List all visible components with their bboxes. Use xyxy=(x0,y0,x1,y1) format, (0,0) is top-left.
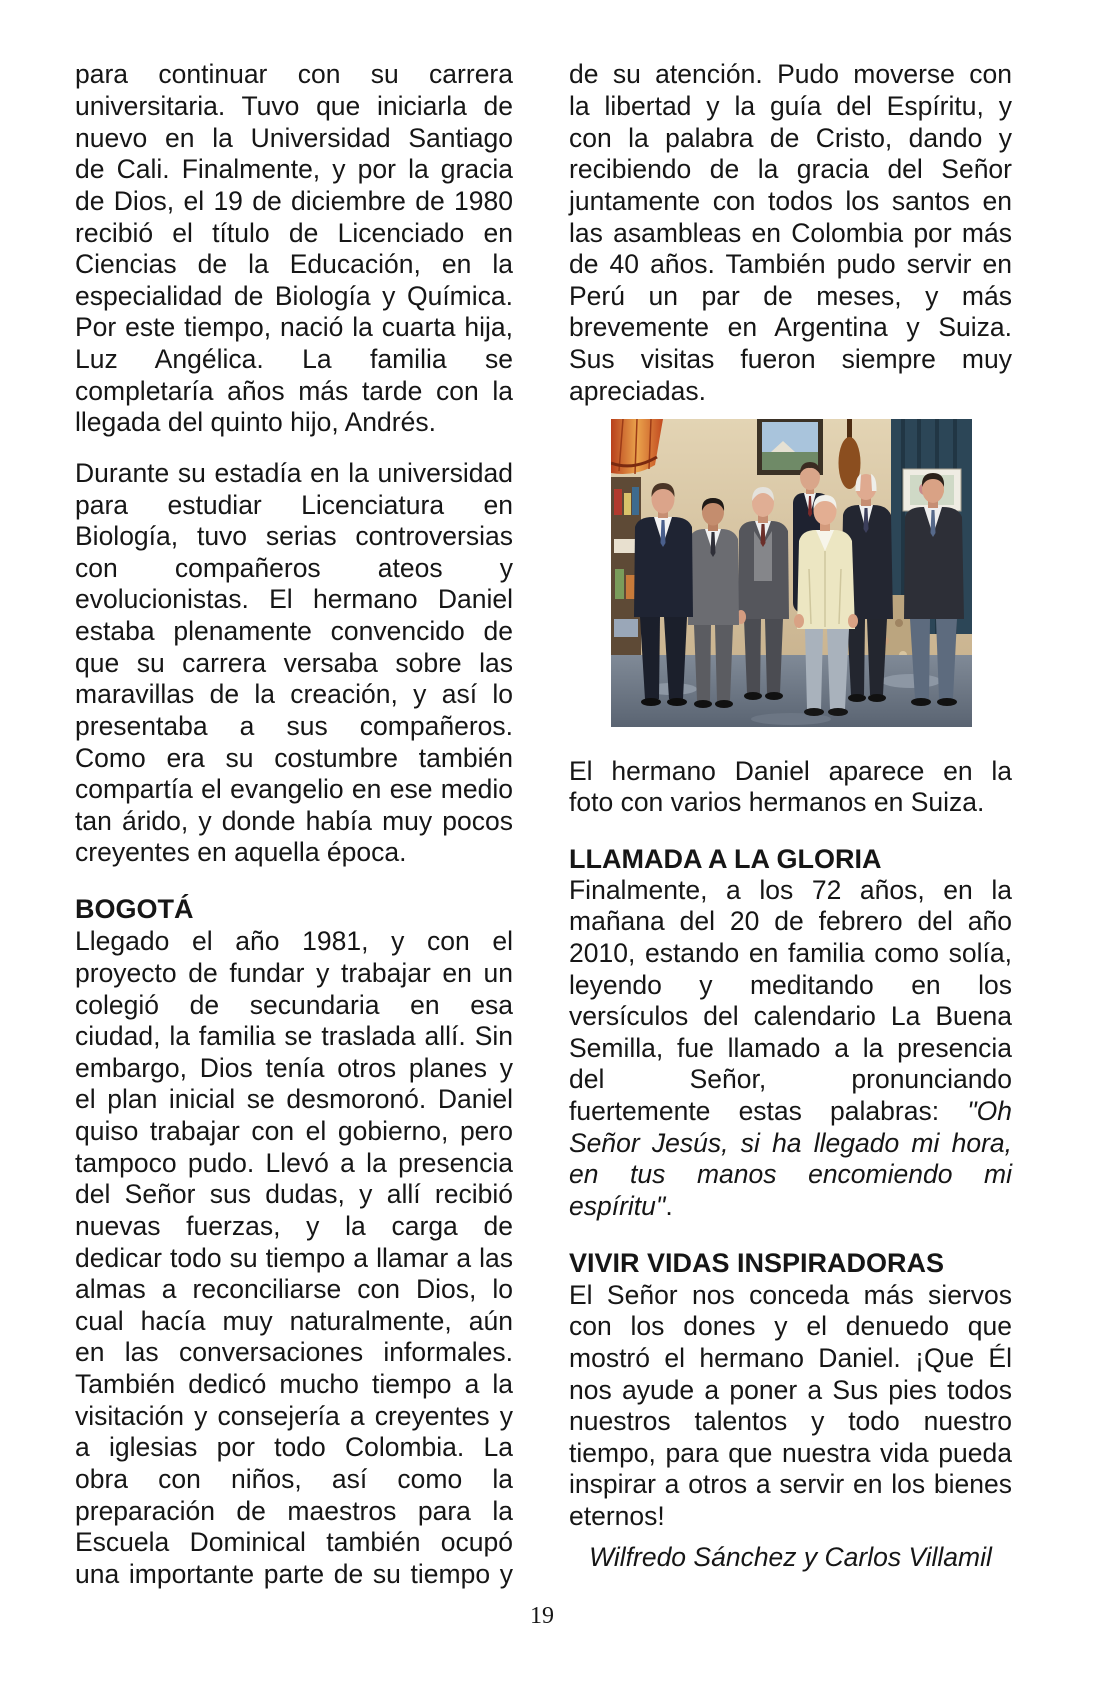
text-line: en las conversaciones informales. xyxy=(75,1337,513,1368)
text-line: El hermano Daniel aparece en la xyxy=(569,755,1012,786)
text-line xyxy=(569,1096,1012,1128)
left-column xyxy=(75,0,513,1701)
text-line: para estudiar Licenciatura en xyxy=(75,489,513,520)
text-line: evolucionistas. El hermano Daniel xyxy=(75,584,513,615)
text-line: estaba plenamente convencido de xyxy=(75,616,513,647)
paragraph xyxy=(75,59,513,439)
text-line xyxy=(569,1159,1012,1191)
text-line: Como era su costumbre también xyxy=(75,742,513,773)
right-column xyxy=(569,0,1012,1701)
text-line: para continuar con su carrera xyxy=(75,59,513,90)
text-line: eternos! xyxy=(569,1501,665,1532)
text-line: llegada del quinto hijo, Andrés. xyxy=(75,407,436,438)
paragraph xyxy=(569,59,1012,407)
author-signature: Wilfredo Sánchez y Carlos Villamil xyxy=(589,1541,992,1572)
italic-text: "Oh xyxy=(967,1096,1012,1127)
text-line: Biología, tuvo serias controversias xyxy=(75,521,513,552)
page-number: 19 xyxy=(530,1603,554,1629)
text-line: mañana del 20 de febrero del año xyxy=(569,906,1012,937)
text-line: mostró el hermano Daniel. ¡Que Él xyxy=(569,1342,1012,1373)
text-line: del Señor, pronunciando xyxy=(569,1064,1012,1095)
text-line: colegió de secundaria en esa xyxy=(75,989,513,1020)
italic-text: Señor Jesús, si ha llegado mi hora, xyxy=(569,1127,1012,1158)
text-line: Durante su estadía en la universidad xyxy=(75,457,513,488)
text-line: de su atención. Pudo moverse con xyxy=(569,59,1012,90)
text-line: de Dios, el 19 de diciembre de 1980 xyxy=(75,185,513,216)
group-photo-illustration xyxy=(611,419,972,727)
italic-text: en tus manos encomiendo mi xyxy=(569,1159,1012,1190)
text-line: de 40 años. También pudo servir en xyxy=(569,249,1012,280)
text-line: tiempo, para que nuestra vida pueda xyxy=(569,1437,1012,1468)
text-line: con compañeros ateos y xyxy=(75,552,513,583)
text-line: quiso trabajar con el gobierno, pero xyxy=(75,1116,513,1147)
text-line: la libertad y la guía del Espíritu, y xyxy=(569,91,1012,122)
text-line: Por este tiempo, nació la cuarta hija, xyxy=(75,312,513,343)
text-line: visitación y consejería a creyentes y xyxy=(75,1400,513,1431)
text-line: recibiendo de la gracia del Señor xyxy=(569,154,1012,185)
group-photo xyxy=(611,419,972,727)
text-line: Finalmente, a los 72 años, en la xyxy=(569,874,1012,905)
text-line: ciudad, la familia se traslada allí. Sin xyxy=(75,1021,513,1052)
text-line: nuevas fuerzas, y la carga de xyxy=(75,1210,513,1241)
text-line: foto con varios hermanos en Suiza. xyxy=(569,787,985,818)
paragraph xyxy=(569,1280,1012,1533)
text-line: Semilla, fue llamado a la presencia xyxy=(569,1032,1012,1063)
text-line: a iglesias por todo Colombia. La xyxy=(75,1432,513,1463)
text-line: tan árido, y donde había muy pocos xyxy=(75,805,513,836)
text-line: cual hacía muy naturalmente, aún xyxy=(75,1305,513,1336)
text-line: proyecto de fundar y trabajar en un xyxy=(75,957,513,988)
text-line: preparación de maestros para la xyxy=(75,1495,513,1526)
text-line: maravillas de la creación, y así lo xyxy=(75,679,513,710)
text-line: juntamente con todos los santos en xyxy=(569,185,1012,216)
text-line: universitaria. Tuvo que iniciarla de xyxy=(75,91,513,122)
text-line: embargo, Dios tenía otros planes y xyxy=(75,1052,513,1083)
text-line: especialidad de Biología y Química. xyxy=(75,280,513,311)
text-line: compartía el evangelio en ese medio xyxy=(75,774,513,805)
text-line: una importante parte de su tiempo y xyxy=(75,1558,513,1589)
text-line: de Cali. Finalmente, y por la gracia xyxy=(75,154,513,185)
text-line: presentaba a sus compañeros. xyxy=(75,710,513,741)
text-line: apreciadas. xyxy=(569,375,707,406)
text-line: dedicar todo su tiempo a llamar a las xyxy=(75,1242,513,1273)
text-line: inspirar a otros a servir en los bienes xyxy=(569,1469,1012,1500)
section-heading-bogota: BOGOTÁ xyxy=(75,894,194,924)
text-run: fuertemente estas palabras: xyxy=(569,1096,968,1127)
paragraph xyxy=(75,926,513,1590)
text-line: que su carrera versaba sobre las xyxy=(75,647,513,678)
text-line: 2010, estando en familia como solía, xyxy=(569,937,1012,968)
paragraph xyxy=(75,458,513,869)
text-line: Perú un par de meses, y más xyxy=(569,280,1012,311)
section-heading-vivir: VIVIR VIDAS INSPIRADORAS xyxy=(569,1247,945,1278)
text-line: almas a reconciliarse con Dios, lo xyxy=(75,1274,513,1305)
text-line: brevemente en Argentina y Suiza. xyxy=(569,312,1012,343)
text-line: También dedicó mucho tiempo a la xyxy=(75,1369,513,1400)
italic-text: espíritu" xyxy=(569,1190,666,1221)
text-line: Escuela Dominical también ocupó xyxy=(75,1527,513,1558)
text-line: Sus visitas fueron siempre muy xyxy=(569,344,1012,375)
text-line: nuestros talentos y todo nuestro xyxy=(569,1406,1012,1437)
text-line: obra con niños, así como la xyxy=(75,1463,513,1494)
paragraph xyxy=(569,875,1012,1223)
text-line: creyentes en aquella época. xyxy=(75,837,407,868)
text-line: las asambleas en Colombia por más xyxy=(569,217,1012,248)
text-line: El Señor nos conceda más siervos xyxy=(569,1279,1012,1310)
text-line: nuevo en la Universidad Santiago xyxy=(75,122,513,153)
text-line: completaría años más tarde con la xyxy=(75,375,513,406)
section-heading-llamada: LLAMADA A LA GLORIA xyxy=(569,843,882,874)
text-line: con los dones y el denuedo que xyxy=(569,1311,1012,1342)
text-line: leyendo y meditando en los xyxy=(569,969,1012,1000)
text-line xyxy=(569,1191,1012,1223)
text-line: Llegado el año 1981, y con el xyxy=(75,926,513,957)
text-line: con la palabra de Cristo, dando y xyxy=(569,122,1012,153)
photo-caption xyxy=(569,756,1012,819)
text-run: . xyxy=(665,1190,673,1221)
text-line: versículos del calendario La Buena xyxy=(569,1001,1012,1032)
text-line: tampoco pudo. Llevó a la presencia xyxy=(75,1147,513,1178)
text-line: nos ayude a poner a Sus pies todos xyxy=(569,1374,1012,1405)
text-line: recibió el título de Licenciado en xyxy=(75,217,513,248)
text-line: Luz Angélica. La familia se xyxy=(75,344,513,375)
text-line xyxy=(569,1128,1012,1160)
text-line: Ciencias de la Educación, en la xyxy=(75,249,513,280)
text-line: del Señor sus dudas, y allí recibió xyxy=(75,1179,513,1210)
text-line: el plan inicial se desmoronó. Daniel xyxy=(75,1084,513,1115)
